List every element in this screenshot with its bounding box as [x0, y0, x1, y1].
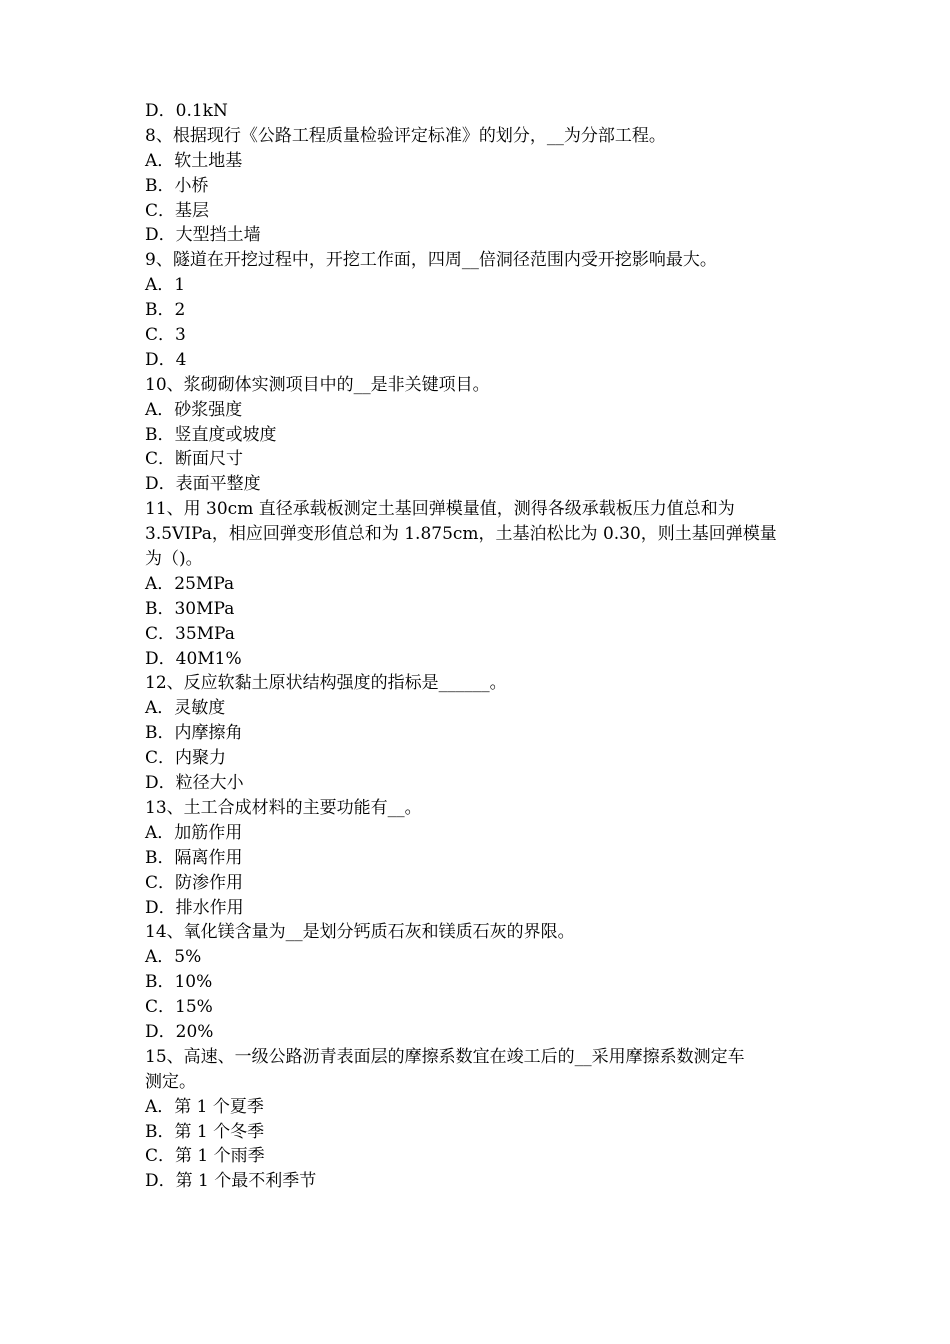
- question-line: 13、土工合成材料的主要功能有__。: [145, 797, 422, 818]
- option-line: B．30MPa: [145, 598, 235, 619]
- option-line: B．隔离作用: [145, 847, 243, 868]
- option-line: A．灵敏度: [145, 698, 226, 719]
- option-line: A．软土地基: [145, 150, 243, 171]
- option-line: D．排水作用: [145, 897, 244, 918]
- option-line: D．第 1 个最不利季节: [145, 1171, 317, 1192]
- option-line: D．粒径大小: [145, 773, 244, 794]
- option-line: C．断面尺寸: [145, 449, 244, 470]
- question-line: 测定。: [145, 1071, 196, 1092]
- question-line: 12、反应软黏土原状结构强度的指标是______。: [145, 673, 507, 694]
- option-line: B．竖直度或坡度: [145, 424, 277, 445]
- question-line: 14、氧化镁含量为__是划分钙质石灰和镁质石灰的界限。: [145, 922, 575, 943]
- option-line: C．35MPa: [145, 623, 235, 644]
- option-line: D．4: [145, 349, 187, 370]
- document-page: [145, 99, 813, 1194]
- option-line: A．第 1 个夏季: [145, 1096, 264, 1117]
- option-line: C．15%: [145, 997, 213, 1018]
- option-line: B．2: [145, 300, 186, 321]
- question-line: 为（)。: [145, 549, 203, 570]
- option-line: A．25MPa: [145, 573, 235, 594]
- question-line: 15、高速、一级公路沥青表面层的摩擦系数宜在竣工后的__采用摩擦系数测定车: [145, 1046, 745, 1067]
- option-line: C．3: [145, 325, 186, 346]
- question-line: 8、根据现行《公路工程质量检验评定标准》的划分，__为分部工程。: [145, 125, 666, 146]
- option-line: C．防渗作用: [145, 872, 244, 893]
- option-line: B．内摩擦角: [145, 723, 243, 744]
- option-line: A．加筋作用: [145, 822, 243, 843]
- option-line: A．砂浆强度: [145, 399, 243, 420]
- option-line: A．5%: [145, 947, 202, 968]
- option-line: B．小桥: [145, 175, 209, 196]
- option-line: B．第 1 个冬季: [145, 1121, 265, 1142]
- option-line: B．10%: [145, 972, 213, 993]
- option-line: C．第 1 个雨季: [145, 1146, 265, 1167]
- question-line: 11、用 30cm 直径承载板测定土基回弹模量值，测得各级承载板压力值总和为: [145, 499, 735, 520]
- question-line: 10、浆砌砌体实测项目中的__是非关键项目。: [145, 374, 490, 395]
- option-line: D．大型挡土墙: [145, 225, 261, 246]
- question-line: 3.5VIPa，相应回弹变形值总和为 1.875cm，土基泊松比为 0.30，则土基回弹模量: [145, 524, 777, 545]
- option-line: C．基层: [145, 200, 210, 221]
- option-line: A．1: [145, 275, 186, 296]
- option-line: C．内聚力: [145, 748, 227, 769]
- option-line: D．40M1%: [145, 648, 242, 669]
- option-line: D．表面平整度: [145, 474, 261, 495]
- option-line: D．20%: [145, 1021, 214, 1042]
- question-line: 9、隧道在开挖过程中，开挖工作面，四周__倍洞径范围内受开挖影响最大。: [145, 250, 717, 271]
- option-line: D．0.1kN: [145, 101, 228, 121]
